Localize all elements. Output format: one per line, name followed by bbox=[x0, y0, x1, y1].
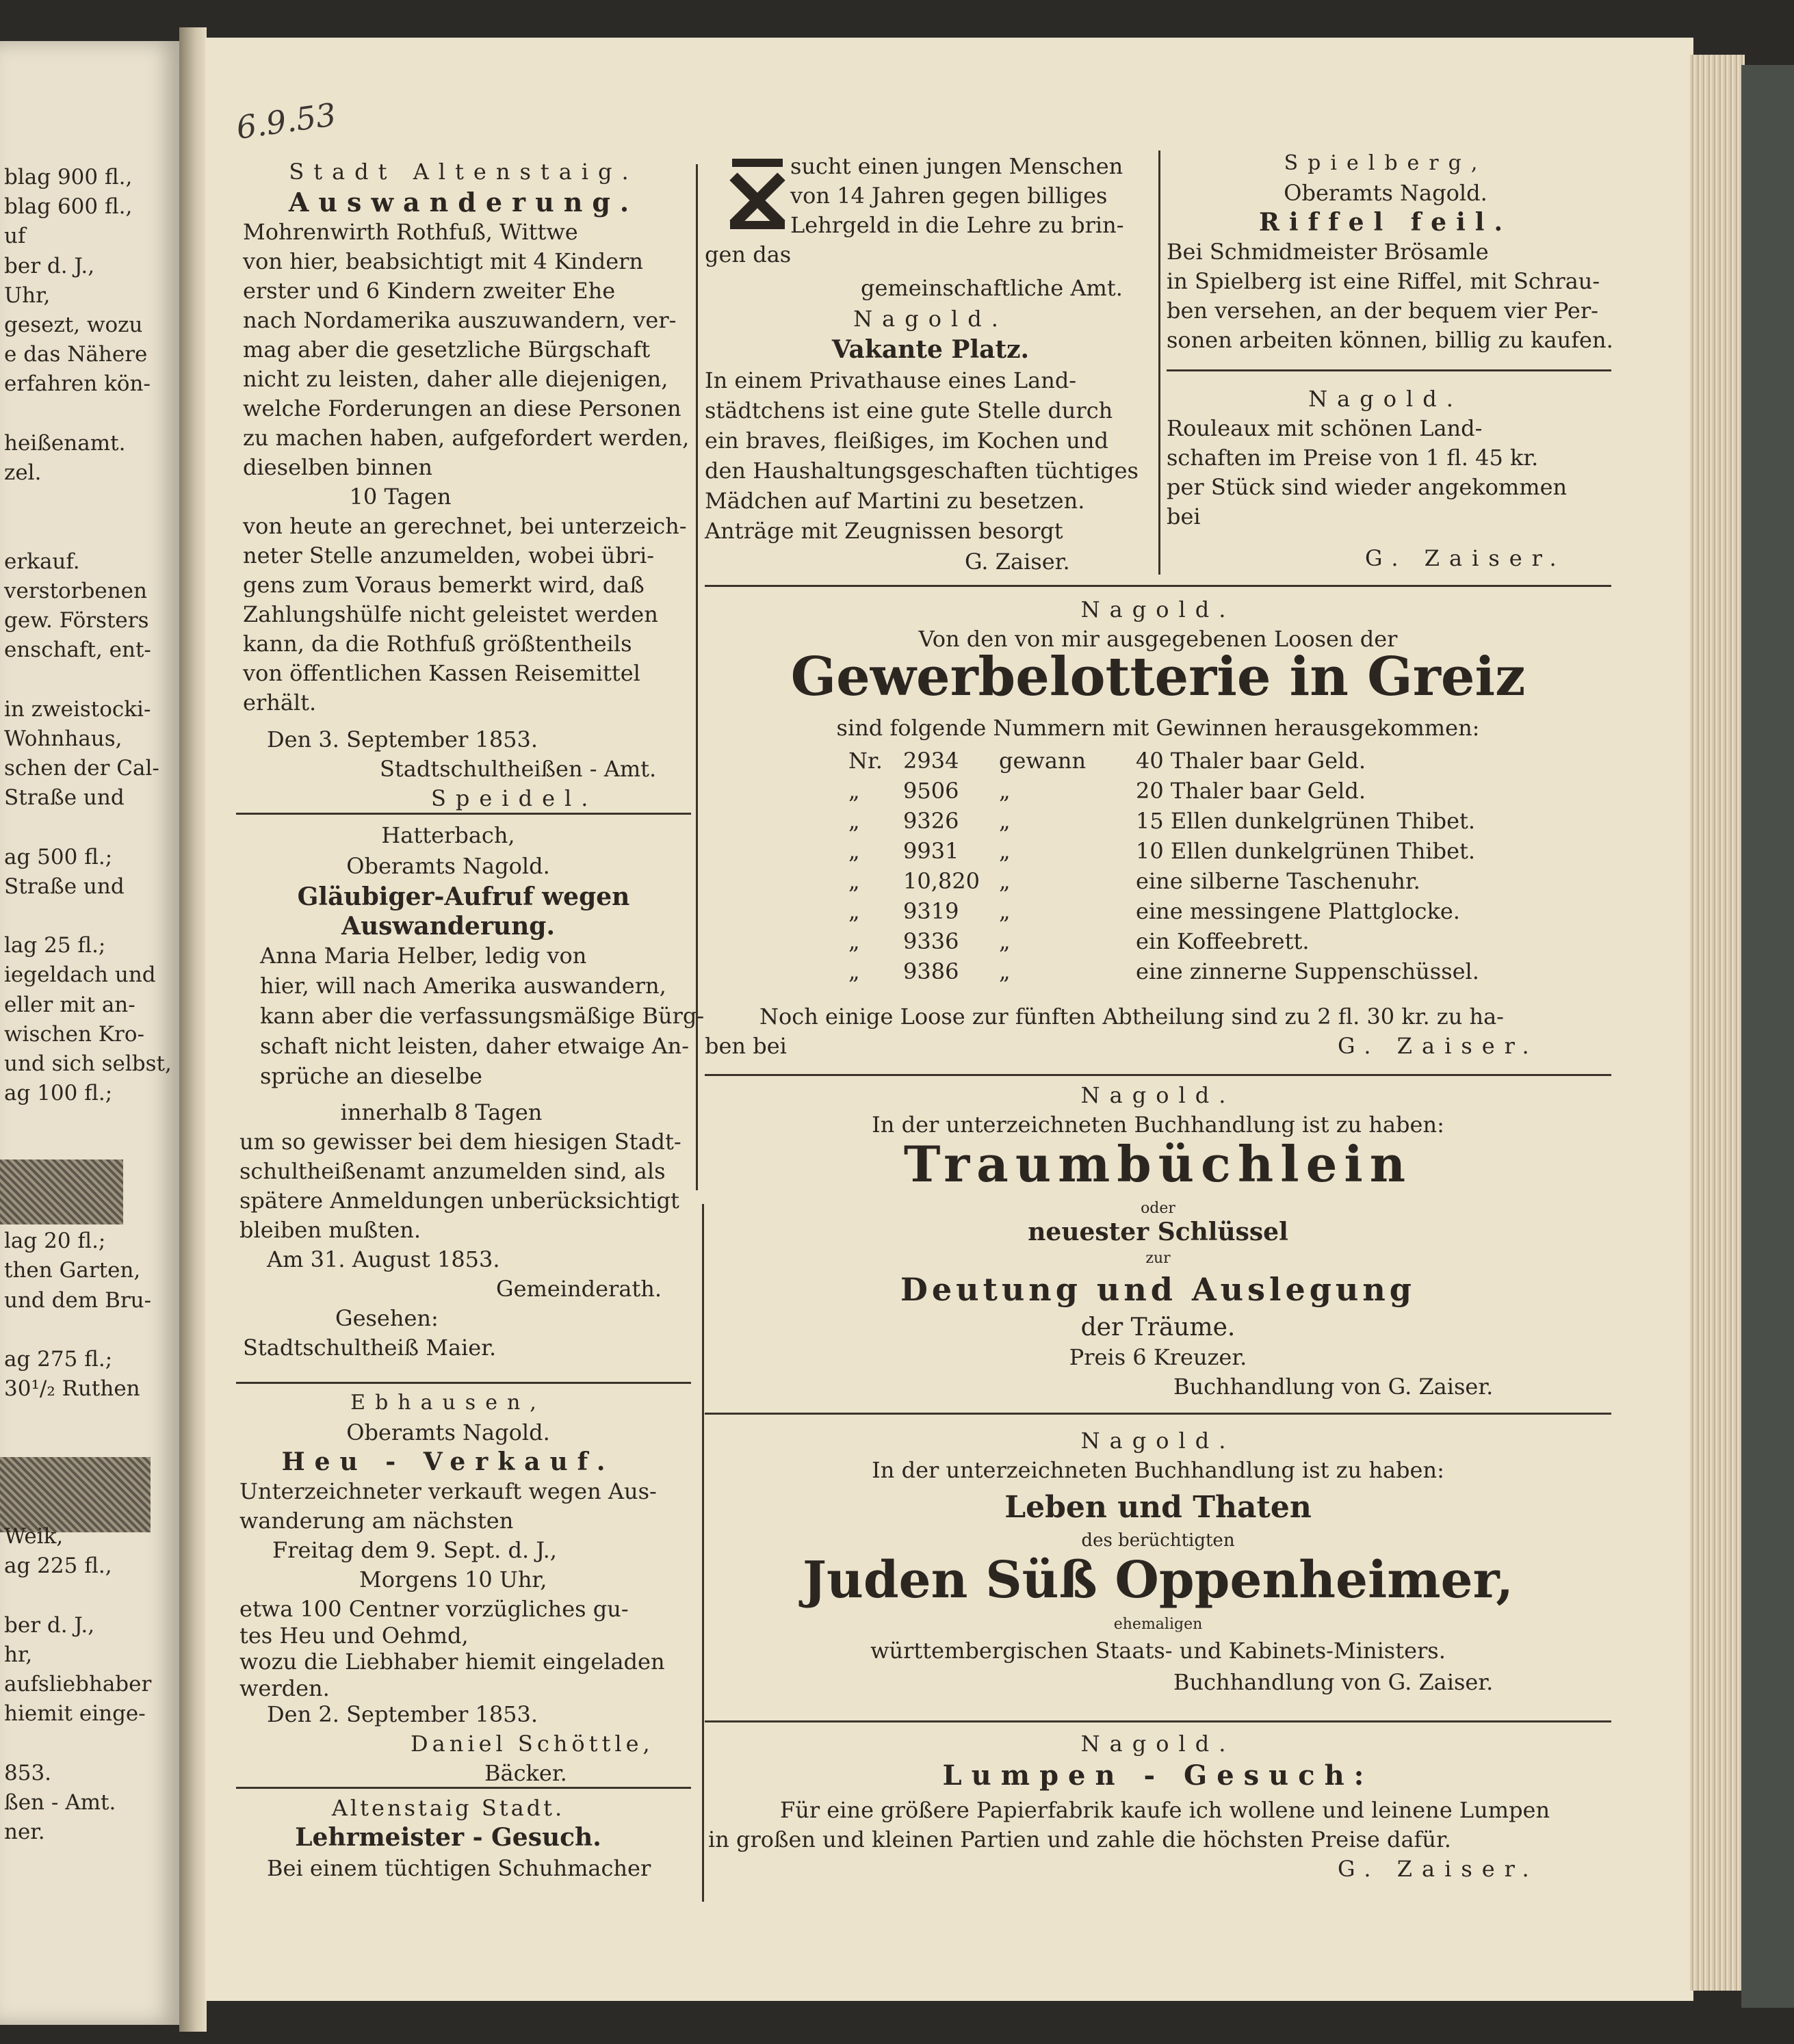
lottery-won-cell: „ bbox=[999, 838, 1011, 864]
oppen-intro: In der unterzeichneten Buchhandlung ist zu haben: bbox=[872, 1457, 1444, 1483]
traum-place: Nagold. bbox=[1080, 1082, 1236, 1108]
lottery-prize-cell: eine zinnerne Suppenschüssel. bbox=[1136, 958, 1479, 984]
lottery-won-cell: gewann bbox=[999, 748, 1087, 774]
altensteig-line: Zahlungshülfe nicht geleistet werden bbox=[243, 601, 658, 627]
left-page-line: eller mit an- bbox=[4, 992, 135, 1017]
lehrling-line: sucht einen jungen Menschen bbox=[790, 153, 1123, 179]
oppen-signer: Buchhandlung von G. Zaiser. bbox=[1173, 1669, 1494, 1695]
column-divider-3 bbox=[1158, 150, 1160, 575]
lottery-num-cell: 9506 bbox=[903, 778, 959, 804]
spielberg-heading: Riffel feil. bbox=[1259, 208, 1512, 237]
rule-col2-1 bbox=[705, 585, 1611, 587]
left-page-line: lag 25 fl.; bbox=[4, 933, 106, 958]
vakante-heading: Vakante Platz. bbox=[831, 335, 1030, 364]
hatterbach-line: Anna Maria Helber, ledig von bbox=[260, 943, 587, 969]
traum-title: Traumbüchlein bbox=[903, 1135, 1413, 1193]
hatterbach-place: Hatterbach, bbox=[381, 822, 515, 848]
lottery-intro: Von den von mir ausgegebenen Loosen der bbox=[918, 626, 1398, 652]
left-page-line: ner. bbox=[4, 1820, 45, 1845]
ebhausen-date: Den 2. September 1853. bbox=[267, 1701, 538, 1727]
rule-col1-3 bbox=[236, 1787, 691, 1789]
altensteig-line: von hier, beabsichtigt mit 4 Kindern bbox=[243, 248, 644, 274]
left-page-line: 30¹/₂ Ruthen bbox=[4, 1376, 140, 1402]
rouleaux-line: Rouleaux mit schönen Land- bbox=[1167, 415, 1483, 441]
handwritten-note: 6.9.53 bbox=[233, 96, 339, 146]
lottery-pre-cell: „ bbox=[848, 958, 860, 984]
lumpen-line1: Für eine größere Papierfabrik kaufe ich wollene und leinene Lumpen bbox=[780, 1797, 1550, 1823]
ebhausen-place: Ebhausen, bbox=[350, 1391, 546, 1415]
hatterbach-line: um so gewisser bei dem hiesigen Stadt- bbox=[239, 1129, 681, 1155]
ebhausen-name: Daniel Schöttle, bbox=[411, 1731, 654, 1757]
left-page-line: enschaft, ent- bbox=[4, 638, 151, 663]
rouleaux-place: Nagold. bbox=[1308, 386, 1463, 412]
hatterbach-line: kann aber die verfassungsmäßige Bürg- bbox=[260, 1003, 705, 1029]
left-page-line: erkauf. bbox=[4, 549, 80, 574]
left-page-line: gesezt, wozu bbox=[4, 313, 143, 337]
lottery-prize-cell: eine messingene Plattglocke. bbox=[1136, 898, 1460, 924]
altensteig-date: Den 3. September 1853. bbox=[267, 726, 538, 752]
vakante-line: In einem Privathause eines Land- bbox=[705, 367, 1077, 393]
altensteig-line: mag aber die gesetzliche Bürgschaft bbox=[243, 337, 651, 363]
vakante-line: städtchens ist eine gute Stelle durch bbox=[705, 397, 1113, 423]
altensteig2-heading: Lehrmeister - Gesuch. bbox=[295, 1823, 601, 1852]
left-page-line: ag 275 fl.; bbox=[4, 1347, 113, 1372]
ebhausen-line: tes Heu und Oehmd, bbox=[239, 1622, 469, 1649]
left-page-line: lag 20 fl.; bbox=[4, 1229, 106, 1254]
left-page-line: ber d. J., bbox=[4, 1612, 95, 1638]
left-page-line: iegeldach und bbox=[4, 962, 156, 988]
left-page-line: wischen Kro- bbox=[4, 1021, 144, 1047]
altensteig-office: Stadtschultheißen - Amt. bbox=[380, 756, 657, 782]
hatterbach-line: spätere Anmeldungen unberücksichtigt bbox=[239, 1188, 679, 1214]
lottery-title: Gewerbelotterie in Greiz bbox=[790, 646, 1526, 708]
altensteig-line: neter Stelle anzumelden, wobei übri- bbox=[243, 542, 655, 568]
left-page-line: blag 600 fl., bbox=[4, 194, 133, 220]
hatterbach-seen: Gesehen: bbox=[335, 1305, 439, 1331]
vakante-line: den Haushaltungsgeschaften tüchtiges bbox=[705, 458, 1139, 484]
column-divider-2 bbox=[702, 1204, 704, 1902]
left-page-line: und dem Bru- bbox=[4, 1287, 152, 1313]
left-page-line: then Garten, bbox=[4, 1258, 141, 1283]
ebhausen-line: Unterzeichneter verkauft wegen Aus- bbox=[239, 1478, 657, 1504]
hatterbach-line: bleiben mußten. bbox=[239, 1217, 421, 1243]
ebhausen-district: Oberamts Nagold. bbox=[346, 1419, 550, 1445]
hatterbach-line: hier, will nach Amerika auswandern, bbox=[260, 973, 666, 999]
rouleaux-line: per Stück sind wieder angekommen bbox=[1167, 474, 1568, 500]
altensteig-days: 10 Tagen bbox=[349, 484, 452, 510]
ebhausen-line: etwa 100 Centner vorzügliches gu- bbox=[239, 1596, 629, 1622]
book-cover bbox=[1741, 65, 1794, 2008]
lumpen-signer: G. Zaiser. bbox=[1338, 1856, 1539, 1882]
traum-sub1: neuester Schlüssel bbox=[1028, 1218, 1288, 1246]
altensteig-line: zu machen haben, aufgefordert werden, bbox=[243, 425, 690, 451]
traum-zur: zur bbox=[1145, 1250, 1171, 1267]
woodcut-worker-illustration bbox=[0, 1457, 151, 1532]
left-page-line: verstorbenen bbox=[4, 578, 147, 603]
page-edges bbox=[1690, 55, 1745, 1991]
lehrling-line: gen das bbox=[705, 241, 792, 267]
rule-oppen-end bbox=[705, 1720, 1611, 1722]
left-page-line: ag 500 fl.; bbox=[4, 844, 113, 869]
vakante-line: Anträge mit Zeugnissen besorgt bbox=[705, 518, 1063, 544]
left-page-line: erfahren kön- bbox=[4, 371, 151, 397]
lottery-prize-cell: 40 Thaler baar Geld. bbox=[1136, 748, 1366, 774]
hatterbach-days: innerhalb 8 Tagen bbox=[340, 1099, 543, 1125]
left-page-line: aufsliebhaber bbox=[4, 1672, 152, 1697]
ebhausen-line: werden. bbox=[239, 1675, 330, 1701]
spielberg-place: Spielberg, bbox=[1284, 151, 1487, 175]
traum-oder: oder bbox=[1141, 1200, 1175, 1217]
altensteig-line: erhält. bbox=[243, 690, 317, 716]
lottery-pre-cell: Nr. bbox=[848, 748, 883, 774]
lottery-prize-cell: 20 Thaler baar Geld. bbox=[1136, 778, 1366, 804]
rouleaux-line: schaften im Preise von 1 fl. 45 kr. bbox=[1167, 445, 1539, 471]
altensteig-line: erster und 6 Kindern zweiter Ehe bbox=[243, 278, 616, 304]
left-page-line: hiemit einge- bbox=[4, 1701, 146, 1727]
woodcut-house-illustration bbox=[0, 1159, 123, 1224]
lottery-won-cell: „ bbox=[999, 808, 1011, 834]
left-page-line: gew. Försters bbox=[4, 608, 149, 633]
altensteig-line: von öffentlichen Kassen Reisemittel bbox=[243, 660, 640, 686]
oppen-des: des berüchtigten bbox=[1081, 1530, 1235, 1551]
traum-price: Preis 6 Kreuzer. bbox=[1069, 1344, 1247, 1370]
left-page-line: zel. bbox=[4, 460, 42, 485]
rule-lottery-end bbox=[705, 1074, 1611, 1076]
lottery-pre-cell: „ bbox=[848, 838, 860, 864]
left-page-line: hr, bbox=[4, 1642, 33, 1667]
lottery-note2: ben bei bbox=[705, 1033, 787, 1059]
rule-col1-2 bbox=[236, 1382, 691, 1384]
lottery-prize-cell: 10 Ellen dunkelgrünen Thibet. bbox=[1136, 838, 1476, 864]
lottery-pre-cell: „ bbox=[848, 808, 860, 834]
vakante-line: ein braves, fleißiges, im Kochen und bbox=[705, 428, 1108, 454]
lottery-num-cell: 10,820 bbox=[903, 868, 980, 894]
traum-sub2: Deutung und Auslegung bbox=[900, 1271, 1416, 1308]
left-page-line: Uhr, bbox=[4, 283, 51, 308]
lottery-pre-cell: „ bbox=[848, 898, 860, 924]
hatterbach-official: Stadtschultheiß Maier. bbox=[243, 1335, 497, 1361]
left-page-line: Straße und bbox=[4, 874, 125, 899]
rule-col3-1 bbox=[1167, 369, 1611, 371]
lottery-num-cell: 9386 bbox=[903, 958, 959, 984]
lottery-signer: G. Zaiser. bbox=[1338, 1033, 1539, 1059]
vakante-place: Nagold. bbox=[853, 306, 1008, 332]
rouleaux-signer: G. Zaiser. bbox=[1365, 545, 1566, 571]
lottery-won-cell: „ bbox=[999, 778, 1011, 804]
lottery-num-cell: 2934 bbox=[903, 748, 959, 774]
hatterbach-line: schultheißenamt anzumelden sind, als bbox=[239, 1158, 666, 1184]
left-page-line: 853. bbox=[4, 1760, 52, 1785]
lumpen-heading: Lumpen - Gesuch: bbox=[942, 1759, 1374, 1792]
altensteig-line: kann, da die Rothfuß größtentheils bbox=[243, 631, 632, 657]
traum-intro: In der unterzeichneten Buchhandlung ist zu haben: bbox=[872, 1112, 1444, 1138]
altensteig2-place: Altenstaig Stadt. bbox=[331, 1795, 565, 1821]
lottery-num-cell: 9931 bbox=[903, 838, 959, 864]
lottery-num-cell: 9326 bbox=[903, 808, 959, 834]
oppen-title1: Leben und Thaten bbox=[1004, 1490, 1312, 1525]
altensteig-line: gens zum Voraus bemerkt wird, daß bbox=[243, 572, 645, 598]
left-page-line: in zweistocki- bbox=[4, 696, 151, 722]
oppen-ehem: ehemaligen bbox=[1113, 1616, 1203, 1633]
lumpen-line2: in großen und kleinen Partien und zahle die höchsten Preise dafür. bbox=[708, 1826, 1451, 1852]
left-page-line: ßen - Amt. bbox=[4, 1790, 116, 1815]
lottery-num-cell: 9319 bbox=[903, 898, 959, 924]
hatterbach-line: schaft nicht leisten, daher etwaige An- bbox=[260, 1033, 690, 1059]
oppen-sub: württembergischen Staats- und Kabinets-Ministers. bbox=[870, 1638, 1446, 1664]
left-page-line: Wohnhaus, bbox=[4, 726, 122, 751]
lottery-subintro: sind folgende Nummern mit Gewinnen herausgekommen: bbox=[836, 715, 1480, 741]
left-page-line: ber d. J., bbox=[4, 253, 95, 278]
altensteig-line: nach Nordamerika auszuwandern, ver- bbox=[243, 307, 677, 333]
vakante-signer: G. Zaiser. bbox=[965, 549, 1070, 575]
ebhausen-line: wanderung am nächsten bbox=[239, 1508, 514, 1534]
lottery-prize-cell: eine silberne Taschenuhr. bbox=[1136, 868, 1420, 894]
spielberg-district: Oberamts Nagold. bbox=[1284, 180, 1487, 206]
left-page-line: ag 100 fl.; bbox=[4, 1081, 113, 1106]
left-page-line: blag 900 fl., bbox=[4, 165, 133, 189]
altensteig2-line: Bei einem tüchtigen Schuhmacher bbox=[267, 1855, 651, 1881]
lehrling-line: Lehrgeld in die Lehre zu brin- bbox=[790, 212, 1124, 238]
vakante-line: Mädchen auf Martini zu besetzen. bbox=[705, 488, 1085, 514]
column-divider-1 bbox=[696, 164, 698, 1190]
ebhausen-day: Freitag dem 9. Sept. d. J., bbox=[272, 1537, 557, 1563]
lumpen-place: Nagold. bbox=[1080, 1731, 1236, 1757]
altensteig-line: welche Forderungen an diese Personen bbox=[243, 395, 681, 421]
oppen-title2: Juden Süß Oppenheimer, bbox=[803, 1551, 1513, 1610]
lottery-won-cell: „ bbox=[999, 898, 1011, 924]
hatterbach-date: Am 31. August 1853. bbox=[267, 1246, 500, 1272]
left-page-line: uf bbox=[4, 224, 26, 249]
lottery-won-cell: „ bbox=[999, 958, 1011, 984]
spielberg-line: ben versehen, an der bequem vier Per- bbox=[1167, 298, 1598, 324]
lottery-pre-cell: „ bbox=[848, 778, 860, 804]
left-page-line: schen der Cal- bbox=[4, 756, 159, 781]
crossed-hammers-icon bbox=[727, 156, 788, 231]
rule-traum-end bbox=[705, 1413, 1611, 1415]
left-page-line: Weik, bbox=[4, 1524, 64, 1549]
hatterbach-heading1: Gläubiger-Aufruf wegen bbox=[297, 882, 630, 911]
ebhausen-heading: Heu - Verkauf. bbox=[281, 1447, 615, 1476]
ebhausen-line: wozu die Liebhaber hiemit eingeladen bbox=[239, 1649, 665, 1675]
lottery-prize-cell: ein Koffeebrett. bbox=[1136, 928, 1310, 954]
rouleaux-line: bei bbox=[1167, 503, 1201, 529]
ebhausen-trade: Bäcker. bbox=[484, 1760, 567, 1786]
lottery-pre-cell: „ bbox=[848, 868, 860, 894]
rule-col1-1 bbox=[236, 813, 691, 815]
hatterbach-office: Gemeinderath. bbox=[496, 1276, 662, 1302]
lottery-num-cell: 9336 bbox=[903, 928, 959, 954]
altensteig-line: von heute an gerechnet, bei unterzeich- bbox=[243, 513, 687, 539]
left-page-line: Straße und bbox=[4, 785, 125, 811]
lottery-won-cell: „ bbox=[999, 868, 1011, 894]
lottery-note1: Noch einige Loose zur fünften Abtheilung sind zu 2 fl. 30 kr. zu ha- bbox=[759, 1004, 1504, 1030]
spielberg-line: Bei Schmidmeister Brösamle bbox=[1167, 239, 1489, 265]
hatterbach-district: Oberamts Nagold. bbox=[346, 853, 550, 879]
left-page-line: heißenamt. bbox=[4, 430, 126, 456]
altensteig-line: nicht zu leisten, daher alle diejenigen, bbox=[243, 366, 668, 392]
altensteig-heading: Auswanderung. bbox=[288, 187, 639, 218]
lottery-place: Nagold. bbox=[1080, 597, 1236, 623]
traum-sub3: der Träume. bbox=[1080, 1313, 1236, 1341]
altensteig-signer: Speidel. bbox=[431, 785, 598, 811]
spielberg-line: in Spielberg ist eine Riffel, mit Schrau- bbox=[1167, 268, 1600, 294]
ebhausen-time: Morgens 10 Uhr, bbox=[359, 1567, 547, 1593]
lehrling-line: von 14 Jahren gegen billiges bbox=[790, 183, 1108, 209]
left-page-line: e das Nähere bbox=[4, 342, 148, 367]
altensteig-place: Stadt Altenstaig. bbox=[289, 159, 638, 185]
lottery-pre-cell: „ bbox=[848, 928, 860, 954]
hatterbach-line: sprüche an dieselbe bbox=[260, 1063, 482, 1089]
lottery-prize-cell: 15 Ellen dunkelgrünen Thibet. bbox=[1136, 808, 1476, 834]
lehrling-amt: gemeinschaftliche Amt. bbox=[861, 275, 1123, 301]
lottery-won-cell: „ bbox=[999, 928, 1011, 954]
left-page-line: ag 225 fl., bbox=[4, 1554, 112, 1579]
left-page-line: und sich selbst, bbox=[4, 1051, 172, 1076]
spielberg-line: sonen arbeiten können, billig zu kaufen. bbox=[1167, 327, 1613, 353]
altensteig-line: dieselben binnen bbox=[243, 454, 432, 480]
altensteig-line: Mohrenwirth Rothfuß, Wittwe bbox=[243, 219, 578, 245]
book-gutter bbox=[179, 27, 207, 2032]
oppen-place: Nagold. bbox=[1080, 1428, 1236, 1454]
hatterbach-heading2: Auswanderung. bbox=[341, 912, 555, 941]
traum-signer: Buchhandlung von G. Zaiser. bbox=[1173, 1374, 1494, 1400]
